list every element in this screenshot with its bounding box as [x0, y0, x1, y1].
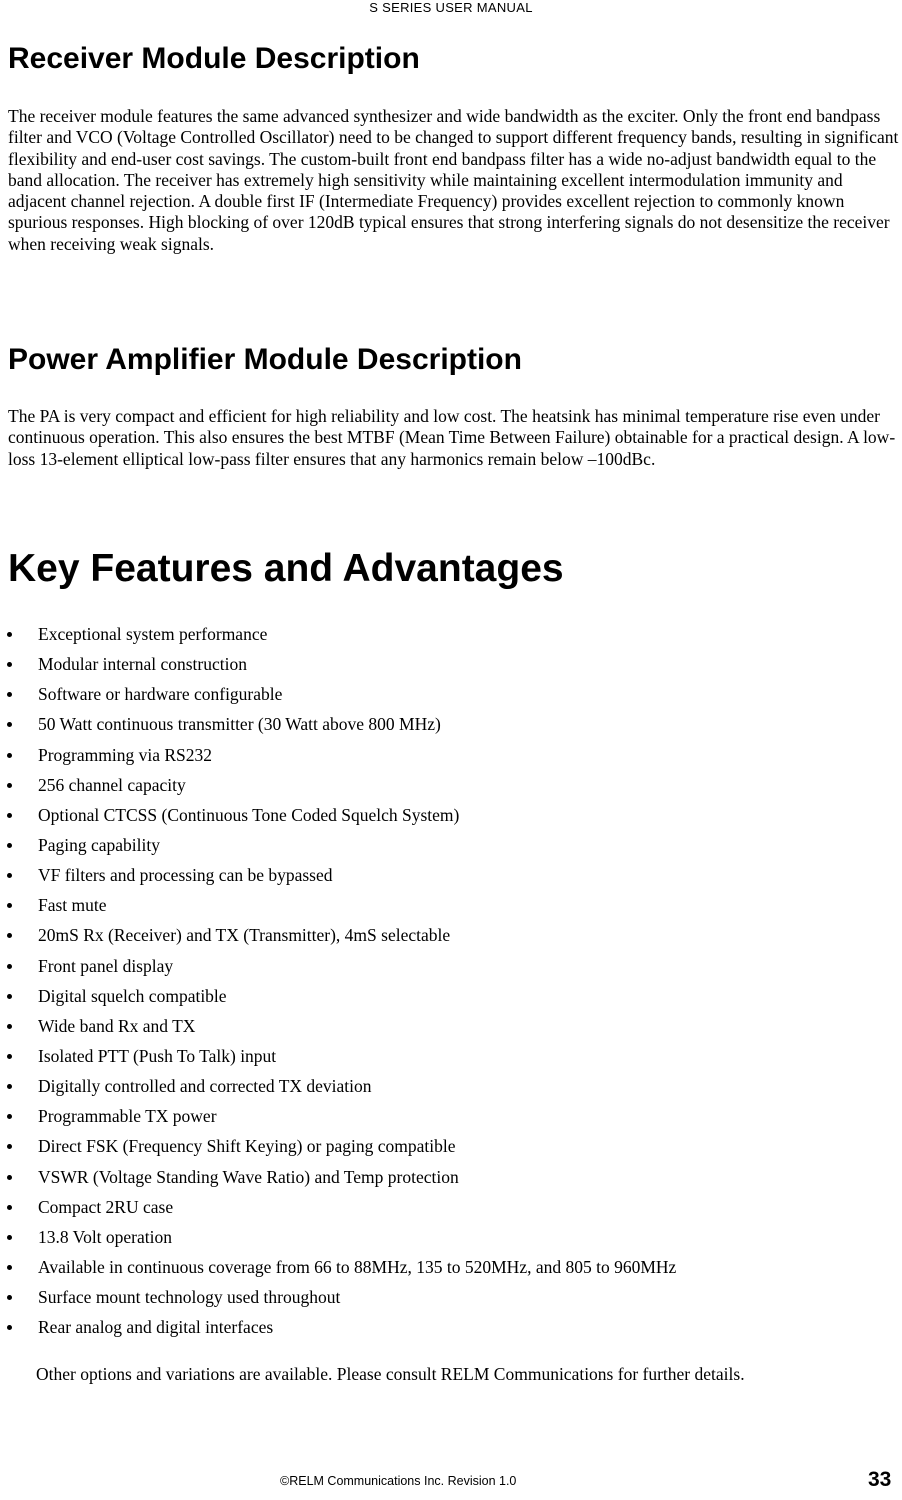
- receiver-heading: Receiver Module Description: [8, 42, 420, 75]
- list-item-text: Compact 2RU case: [38, 1196, 174, 1217]
- list-item-text: Digitally controlled and corrected TX deviation: [38, 1076, 372, 1097]
- list-item-text: Optional CTCSS (Continuous Tone Coded Squelch System): [38, 804, 460, 825]
- list-item: [0, 740, 676, 770]
- bullet-icon: [7, 813, 12, 818]
- list-item: [0, 1282, 676, 1312]
- bullet-icon: [7, 692, 12, 697]
- bullet-icon: [7, 933, 12, 938]
- list-item: [0, 1071, 676, 1101]
- list-item: [0, 709, 676, 739]
- list-item-text: Front panel display: [38, 955, 174, 976]
- power-amplifier-paragraph: The PA is very compact and efficient for high reliability and low cost. The heatsink has minimal temperature rise even under continuous operation. This also ensures the best MTBF (Mean Time Between Failure) obtainable for a practical design. A low-loss 13-element elliptical low-pass filter ensures that any harmonics remain below –100dBc.: [8, 406, 896, 469]
- list-item-text: Rear analog and digital interfaces: [38, 1317, 274, 1338]
- list-item: [0, 1011, 676, 1041]
- features-heading: Key Features and Advantages: [8, 547, 564, 590]
- bullet-icon: [7, 1024, 12, 1029]
- bullet-icon: [7, 1175, 12, 1180]
- features-list: [0, 619, 676, 1342]
- list-item-text: VF filters and processing can be bypassed: [38, 865, 333, 886]
- list-item-text: 13.8 Volt operation: [38, 1226, 173, 1247]
- list-item-text: Direct FSK (Frequency Shift Keying) or paging compatible: [38, 1136, 456, 1157]
- list-item-text: Programmable TX power: [38, 1106, 217, 1127]
- list-item-text: Fast mute: [38, 895, 107, 916]
- list-item-text: 20mS Rx (Receiver) and TX (Transmitter), 4mS selectable: [38, 925, 451, 946]
- list-item: [0, 1222, 676, 1252]
- bullet-icon: [7, 1295, 12, 1300]
- bullet-icon: [7, 903, 12, 908]
- list-item-text: Available in continuous coverage from 66 to 88MHz, 135 to 520MHz, and 805 to 960MHz: [38, 1256, 677, 1277]
- list-item: [0, 1101, 676, 1131]
- list-item: [0, 1192, 676, 1222]
- list-item: [0, 679, 676, 709]
- list-item: [0, 1041, 676, 1071]
- bullet-icon: [7, 1265, 12, 1270]
- list-item-text: Digital squelch compatible: [38, 985, 227, 1006]
- bullet-icon: [7, 843, 12, 848]
- list-item-text: Wide band Rx and TX: [38, 1015, 196, 1036]
- page-number: 33: [868, 1468, 892, 1491]
- list-item: [0, 1252, 676, 1282]
- list-item-text: Modular internal construction: [38, 654, 247, 675]
- list-item: [0, 619, 676, 649]
- bullet-icon: [7, 632, 12, 637]
- bullet-icon: [7, 1084, 12, 1089]
- list-item: [0, 649, 676, 679]
- bullet-icon: [7, 994, 12, 999]
- running-header: S SERIES USER MANUAL: [369, 0, 533, 15]
- receiver-paragraph: The receiver module features the same advanced synthesizer and wide bandwidth as the exciter. Only the front end bandpass filter and VCO (Voltage Controlled Oscillator) need to be changed to support different frequency bands, resulting in significant flexibility and end-user cost savings. The custom-built front end bandpass filter has a wide no-adjust bandwidth equal to the band allocation. The receiver has extremely high sensitivity while maintaining excellent intermodulation immunity and adjacent channel rejection. A double first IF (Intermediate Frequency) provides excellent rejection to commonly known spurious responses. High blocking of over 120dB typical ensures that strong interfering signals do not desensitize the receiver when receiving weak signals.: [8, 106, 899, 254]
- list-item-text: 50 Watt continuous transmitter (30 Watt above 800 MHz): [38, 714, 441, 735]
- footer-copyright: ©RELM Communications Inc. Revision 1.0: [280, 1474, 517, 1488]
- list-item: [0, 770, 676, 800]
- list-item: [0, 951, 676, 981]
- bullet-icon: [7, 1205, 12, 1210]
- list-item-text: 256 channel capacity: [38, 774, 186, 795]
- bullet-icon: [7, 722, 12, 727]
- bullet-icon: [7, 783, 12, 788]
- list-item-text: Surface mount technology used throughout: [38, 1287, 341, 1308]
- bullet-icon: [7, 1114, 12, 1119]
- list-item: [0, 800, 676, 830]
- list-item: [0, 920, 676, 950]
- list-item: [0, 890, 676, 920]
- list-item: [0, 1131, 676, 1161]
- list-item: [0, 981, 676, 1011]
- bullet-icon: [7, 1325, 12, 1330]
- bullet-icon: [7, 964, 12, 969]
- closing-note: Other options and variations are available. Please consult RELM Communications for further details.: [36, 1364, 745, 1384]
- list-item-text: Exceptional system performance: [38, 624, 268, 644]
- list-item: [0, 1162, 676, 1192]
- list-item: [0, 1312, 676, 1342]
- list-item-text: VSWR (Voltage Standing Wave Ratio) and Temp protection: [38, 1166, 459, 1187]
- list-item: [0, 860, 676, 890]
- bullet-icon: [7, 662, 12, 667]
- power-amplifier-heading: Power Amplifier Module Description: [8, 343, 522, 376]
- list-item-text: Software or hardware configurable: [38, 684, 283, 705]
- bullet-icon: [7, 1235, 12, 1240]
- bullet-icon: [7, 1144, 12, 1149]
- list-item-text: Paging capability: [38, 834, 160, 855]
- list-item-text: Programming via RS232: [38, 744, 213, 765]
- list-item-text: Isolated PTT (Push To Talk) input: [38, 1045, 277, 1066]
- list-item: [0, 830, 676, 860]
- bullet-icon: [7, 753, 12, 758]
- bullet-icon: [7, 1054, 12, 1059]
- bullet-icon: [7, 873, 12, 878]
